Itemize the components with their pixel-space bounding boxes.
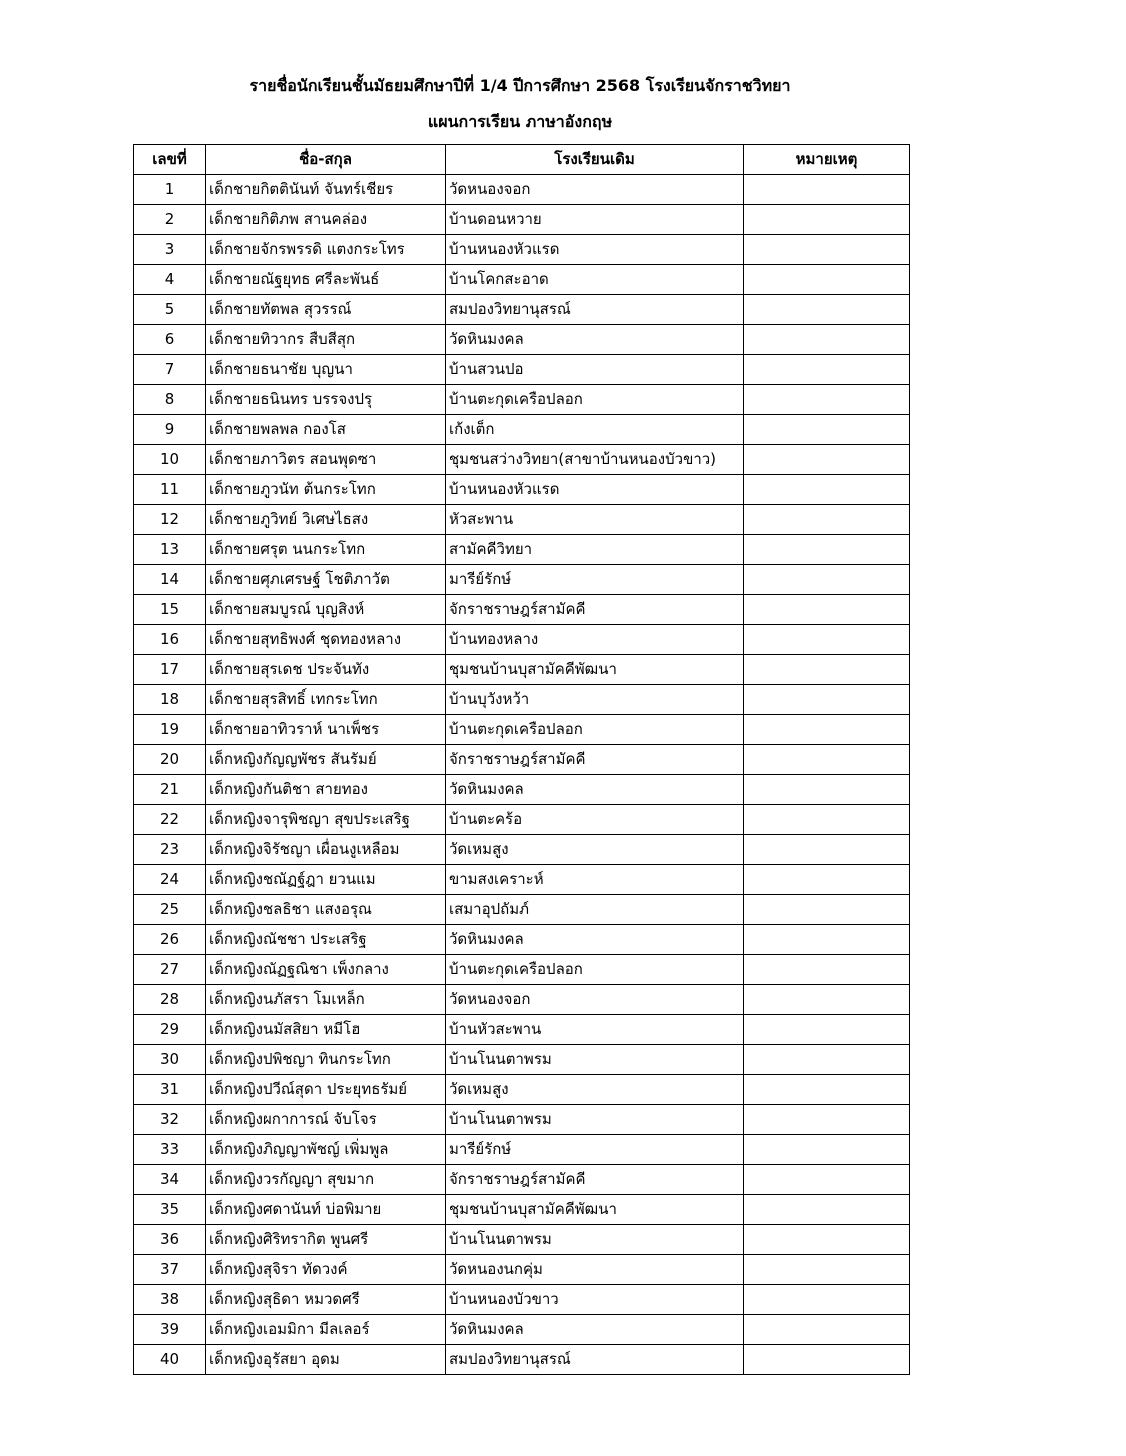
cell-name: เด็กหญิงกันติชา สายทอง xyxy=(206,775,446,805)
cell-remark xyxy=(744,175,910,205)
cell-name: เด็กหญิงณัฏฐณิชา เพ็งกลาง xyxy=(206,955,446,985)
cell-remark xyxy=(744,1345,910,1375)
table-row xyxy=(134,535,910,565)
cell-school: บ้านโนนตาพรม xyxy=(446,1105,744,1135)
table-row xyxy=(134,1105,910,1135)
table-row xyxy=(134,295,910,325)
cell-remark xyxy=(744,1315,910,1345)
table-row xyxy=(134,355,910,385)
cell-school: วัดหนองจอก xyxy=(446,175,744,205)
cell-remark xyxy=(744,505,910,535)
cell-school: จักราชราษฎร์สามัคคี xyxy=(446,1165,744,1195)
header-name: ชื่อ-สกุล xyxy=(206,145,446,175)
cell-remark xyxy=(744,355,910,385)
cell-name: เด็กชายศรุต นนกระโทก xyxy=(206,535,446,565)
cell-name: เด็กชายสุทธิพงศ์ ชุดทองหลาง xyxy=(206,625,446,655)
page-title: รายชื่อนักเรียนชั้นมัธยมศึกษาปีที่ 1/4 ปีการศึกษา 2568 โรงเรียนจักราชวิทยา xyxy=(249,76,791,95)
cell-name: เด็กหญิงอุรัสยา อุดม xyxy=(206,1345,446,1375)
cell-school: สามัคคีวิทยา xyxy=(446,535,744,565)
table-row xyxy=(134,205,910,235)
cell-remark xyxy=(744,295,910,325)
table-row xyxy=(134,415,910,445)
student-table xyxy=(133,144,910,1375)
cell-school: บ้านหัวสะพาน xyxy=(446,1015,744,1045)
cell-remark xyxy=(744,475,910,505)
table-row xyxy=(134,715,910,745)
cell-name: เด็กหญิงผกาการณ์ จับโจร xyxy=(206,1105,446,1135)
cell-no: 7 xyxy=(134,355,206,385)
cell-school: วัดหินมงคล xyxy=(446,325,744,355)
cell-remark xyxy=(744,955,910,985)
cell-no: 39 xyxy=(134,1315,206,1345)
cell-remark xyxy=(744,1195,910,1225)
cell-name: เด็กชายธนาชัย บุญนา xyxy=(206,355,446,385)
cell-remark xyxy=(744,1105,910,1135)
cell-school: บ้านตะกุดเครือปลอก xyxy=(446,955,744,985)
cell-no: 27 xyxy=(134,955,206,985)
cell-remark xyxy=(744,445,910,475)
cell-remark xyxy=(744,385,910,415)
cell-no: 34 xyxy=(134,1165,206,1195)
cell-remark xyxy=(744,985,910,1015)
cell-no: 11 xyxy=(134,475,206,505)
table-row xyxy=(134,1315,910,1345)
table-row xyxy=(134,955,910,985)
table-row xyxy=(134,445,910,475)
cell-no: 24 xyxy=(134,865,206,895)
cell-name: เด็กหญิงปพิชญา ทินกระโทก xyxy=(206,1045,446,1075)
cell-name: เด็กชายศุภเศรษฐ์ โชติภาวัต xyxy=(206,565,446,595)
cell-school: บ้านดอนหวาย xyxy=(446,205,744,235)
cell-name: เด็กหญิงณัชชา ประเสริฐ xyxy=(206,925,446,955)
cell-no: 1 xyxy=(134,175,206,205)
table-row xyxy=(134,475,910,505)
cell-no: 8 xyxy=(134,385,206,415)
cell-no: 31 xyxy=(134,1075,206,1105)
cell-remark xyxy=(744,1015,910,1045)
cell-no: 9 xyxy=(134,415,206,445)
cell-name: เด็กหญิงวรกัญญา สุขมาก xyxy=(206,1165,446,1195)
cell-school: บ้านตะกุดเครือปลอก xyxy=(446,715,744,745)
cell-remark xyxy=(744,565,910,595)
cell-no: 29 xyxy=(134,1015,206,1045)
cell-remark xyxy=(744,1075,910,1105)
cell-school: บ้านบุวังหว้า xyxy=(446,685,744,715)
cell-name: เด็กชายพลพล กองโส xyxy=(206,415,446,445)
cell-no: 12 xyxy=(134,505,206,535)
table-row xyxy=(134,805,910,835)
cell-school: บ้านโคกสะอาด xyxy=(446,265,744,295)
cell-no: 20 xyxy=(134,745,206,775)
cell-school: บ้านหนองหัวแรด xyxy=(446,235,744,265)
cell-name: เด็กชายอาทิวราห์ นาเพ็ชร xyxy=(206,715,446,745)
cell-remark xyxy=(744,1285,910,1315)
table-row xyxy=(134,1345,910,1375)
table-row xyxy=(134,595,910,625)
cell-school: วัดหนองนกคุ่ม xyxy=(446,1255,744,1285)
cell-school: วัดเหมสูง xyxy=(446,835,744,865)
cell-no: 26 xyxy=(134,925,206,955)
table-row xyxy=(134,175,910,205)
cell-no: 4 xyxy=(134,265,206,295)
table-row xyxy=(134,385,910,415)
cell-no: 15 xyxy=(134,595,206,625)
header-no: เลขที่ xyxy=(134,145,206,175)
cell-name: เด็กหญิงชลธิชา แสงอรุณ xyxy=(206,895,446,925)
table-row xyxy=(134,835,910,865)
table-row xyxy=(134,925,910,955)
cell-no: 14 xyxy=(134,565,206,595)
cell-name: เด็กหญิงจิรัชญา เผื่อนงูเหลือม xyxy=(206,835,446,865)
cell-name: เด็กชายสุรสิทธิ์ เทกระโทก xyxy=(206,685,446,715)
cell-remark xyxy=(744,1225,910,1255)
table-row xyxy=(134,1285,910,1315)
cell-no: 22 xyxy=(134,805,206,835)
cell-school: บ้านโนนตาพรม xyxy=(446,1045,744,1075)
table-row xyxy=(134,895,910,925)
cell-school: วัดหินมงคล xyxy=(446,1315,744,1345)
cell-name: เด็กชายภาวิตร สอนพุดซา xyxy=(206,445,446,475)
table-row xyxy=(134,565,910,595)
table-row xyxy=(134,655,910,685)
cell-no: 28 xyxy=(134,985,206,1015)
cell-no: 5 xyxy=(134,295,206,325)
cell-school: วัดหนองจอก xyxy=(446,985,744,1015)
cell-school: บ้านตะคร้อ xyxy=(446,805,744,835)
cell-name: เด็กหญิงนมัสสิยา หมีโฮ xyxy=(206,1015,446,1045)
cell-school: เก้งเต็ก xyxy=(446,415,744,445)
cell-name: เด็กหญิงชณัฏฐ์ฎา ยวนแม xyxy=(206,865,446,895)
table-row xyxy=(134,1075,910,1105)
cell-no: 33 xyxy=(134,1135,206,1165)
cell-remark xyxy=(744,235,910,265)
table-row xyxy=(134,1225,910,1255)
cell-no: 13 xyxy=(134,535,206,565)
table-row xyxy=(134,1135,910,1165)
cell-name: เด็กชายทิวากร สืบสีสุก xyxy=(206,325,446,355)
table-row xyxy=(134,685,910,715)
cell-school: ขามสงเคราะห์ xyxy=(446,865,744,895)
table-body xyxy=(134,175,910,1375)
cell-school: จักราชราษฎร์สามัคคี xyxy=(446,595,744,625)
cell-no: 21 xyxy=(134,775,206,805)
cell-remark xyxy=(744,775,910,805)
header-school: โรงเรียนเดิม xyxy=(446,145,744,175)
cell-name: เด็กหญิงศิริทรากิต พูนศรี xyxy=(206,1225,446,1255)
cell-name: เด็กชายทัตพล สุวรรณ์ xyxy=(206,295,446,325)
cell-name: เด็กชายกิตตินันท์ จันทร์เชียร xyxy=(206,175,446,205)
cell-school: สมปองวิทยานุสรณ์ xyxy=(446,295,744,325)
cell-school: วัดเหมสูง xyxy=(446,1075,744,1105)
cell-remark xyxy=(744,595,910,625)
table-row xyxy=(134,745,910,775)
cell-school: สมปองวิทยานุสรณ์ xyxy=(446,1345,744,1375)
cell-remark xyxy=(744,1255,910,1285)
cell-remark xyxy=(744,715,910,745)
cell-name: เด็กหญิงศดานันท์ บ่อพิมาย xyxy=(206,1195,446,1225)
cell-school: บ้านทองหลาง xyxy=(446,625,744,655)
cell-remark xyxy=(744,865,910,895)
cell-no: 30 xyxy=(134,1045,206,1075)
cell-school: เสมาอุปถัมภ์ xyxy=(446,895,744,925)
cell-no: 6 xyxy=(134,325,206,355)
page-subtitle: แผนการเรียน ภาษาอังกฤษ xyxy=(427,112,613,131)
table-row xyxy=(134,625,910,655)
cell-remark xyxy=(744,325,910,355)
cell-name: เด็กหญิงสุจิรา ทัดวงค์ xyxy=(206,1255,446,1285)
cell-name: เด็กหญิงนภัสรา โมเหล็ก xyxy=(206,985,446,1015)
cell-no: 25 xyxy=(134,895,206,925)
cell-remark xyxy=(744,1135,910,1165)
cell-school: จักราชราษฎร์สามัคคี xyxy=(446,745,744,775)
cell-remark xyxy=(744,1165,910,1195)
cell-school: หัวสะพาน xyxy=(446,505,744,535)
cell-no: 2 xyxy=(134,205,206,235)
cell-remark xyxy=(744,835,910,865)
table-row xyxy=(134,1015,910,1045)
cell-name: เด็กชายภูวนัท ต้นกระโทก xyxy=(206,475,446,505)
cell-remark xyxy=(744,265,910,295)
cell-school: ชุมชนบ้านบุสามัคคีพัฒนา xyxy=(446,1195,744,1225)
cell-name: เด็กหญิงจารุพิชญา สุขประเสริฐ xyxy=(206,805,446,835)
cell-name: เด็กชายธนินทร บรรจงปรุ xyxy=(206,385,446,415)
cell-remark xyxy=(744,535,910,565)
cell-remark xyxy=(744,745,910,775)
cell-name: เด็กหญิงปวีณ์สุดา ประยุทธรัมย์ xyxy=(206,1075,446,1105)
cell-school: ชุมชนบ้านบุสามัคคีพัฒนา xyxy=(446,655,744,685)
cell-name: เด็กชายจักรพรรดิ แตงกระโทร xyxy=(206,235,446,265)
cell-no: 32 xyxy=(134,1105,206,1135)
table-row xyxy=(134,1165,910,1195)
table-row xyxy=(134,1195,910,1225)
cell-no: 40 xyxy=(134,1345,206,1375)
table-row xyxy=(134,265,910,295)
cell-school: วัดหินมงคล xyxy=(446,925,744,955)
cell-remark xyxy=(744,895,910,925)
table-header-row xyxy=(134,145,910,175)
cell-school: มารีย์รักษ์ xyxy=(446,1135,744,1165)
cell-name: เด็กชายกิติภพ สานคล่อง xyxy=(206,205,446,235)
cell-name: เด็กหญิงภิญญาพัชญ์ เพิ่มพูล xyxy=(206,1135,446,1165)
cell-no: 37 xyxy=(134,1255,206,1285)
cell-school: ชุมชนสว่างวิทยา(สาขาบ้านหนองบัวขาว) xyxy=(446,445,744,475)
cell-no: 35 xyxy=(134,1195,206,1225)
cell-no: 38 xyxy=(134,1285,206,1315)
cell-name: เด็กหญิงกัญญพัชร สันรัมย์ xyxy=(206,745,446,775)
table-row xyxy=(134,505,910,535)
table-row xyxy=(134,1255,910,1285)
cell-no: 17 xyxy=(134,655,206,685)
table-row xyxy=(134,1045,910,1075)
cell-no: 16 xyxy=(134,625,206,655)
cell-school: บ้านโนนตาพรม xyxy=(446,1225,744,1255)
cell-remark xyxy=(744,415,910,445)
cell-school: บ้านหนองบัวขาว xyxy=(446,1285,744,1315)
cell-school: บ้านหนองหัวแรด xyxy=(446,475,744,505)
cell-school: บ้านสวนปอ xyxy=(446,355,744,385)
cell-no: 23 xyxy=(134,835,206,865)
cell-remark xyxy=(744,655,910,685)
cell-remark xyxy=(744,1045,910,1075)
cell-school: บ้านตะกุดเครือปลอก xyxy=(446,385,744,415)
cell-name: เด็กชายสมบูรณ์ บุญสิงห์ xyxy=(206,595,446,625)
cell-name: เด็กหญิงเอมมิกา มีลเลอร์ xyxy=(206,1315,446,1345)
cell-remark xyxy=(744,205,910,235)
cell-remark xyxy=(744,925,910,955)
table-row xyxy=(134,235,910,265)
cell-name: เด็กชายสุรเดช ประจันทัง xyxy=(206,655,446,685)
table-row xyxy=(134,325,910,355)
cell-name: เด็กชายภูวิทย์ วิเศษไธสง xyxy=(206,505,446,535)
cell-name: เด็กหญิงสุธิดา หมวดศรี xyxy=(206,1285,446,1315)
cell-no: 10 xyxy=(134,445,206,475)
cell-no: 3 xyxy=(134,235,206,265)
cell-remark xyxy=(744,625,910,655)
table-row xyxy=(134,985,910,1015)
cell-school: มารีย์รักษ์ xyxy=(446,565,744,595)
table-row xyxy=(134,775,910,805)
cell-school: วัดหินมงคล xyxy=(446,775,744,805)
cell-remark xyxy=(744,685,910,715)
cell-no: 36 xyxy=(134,1225,206,1255)
header-remark: หมายเหตุ xyxy=(744,145,910,175)
cell-name: เด็กชายณัฐยุทธ ศรีละพันธ์ xyxy=(206,265,446,295)
table-row xyxy=(134,865,910,895)
cell-remark xyxy=(744,805,910,835)
cell-no: 18 xyxy=(134,685,206,715)
cell-no: 19 xyxy=(134,715,206,745)
